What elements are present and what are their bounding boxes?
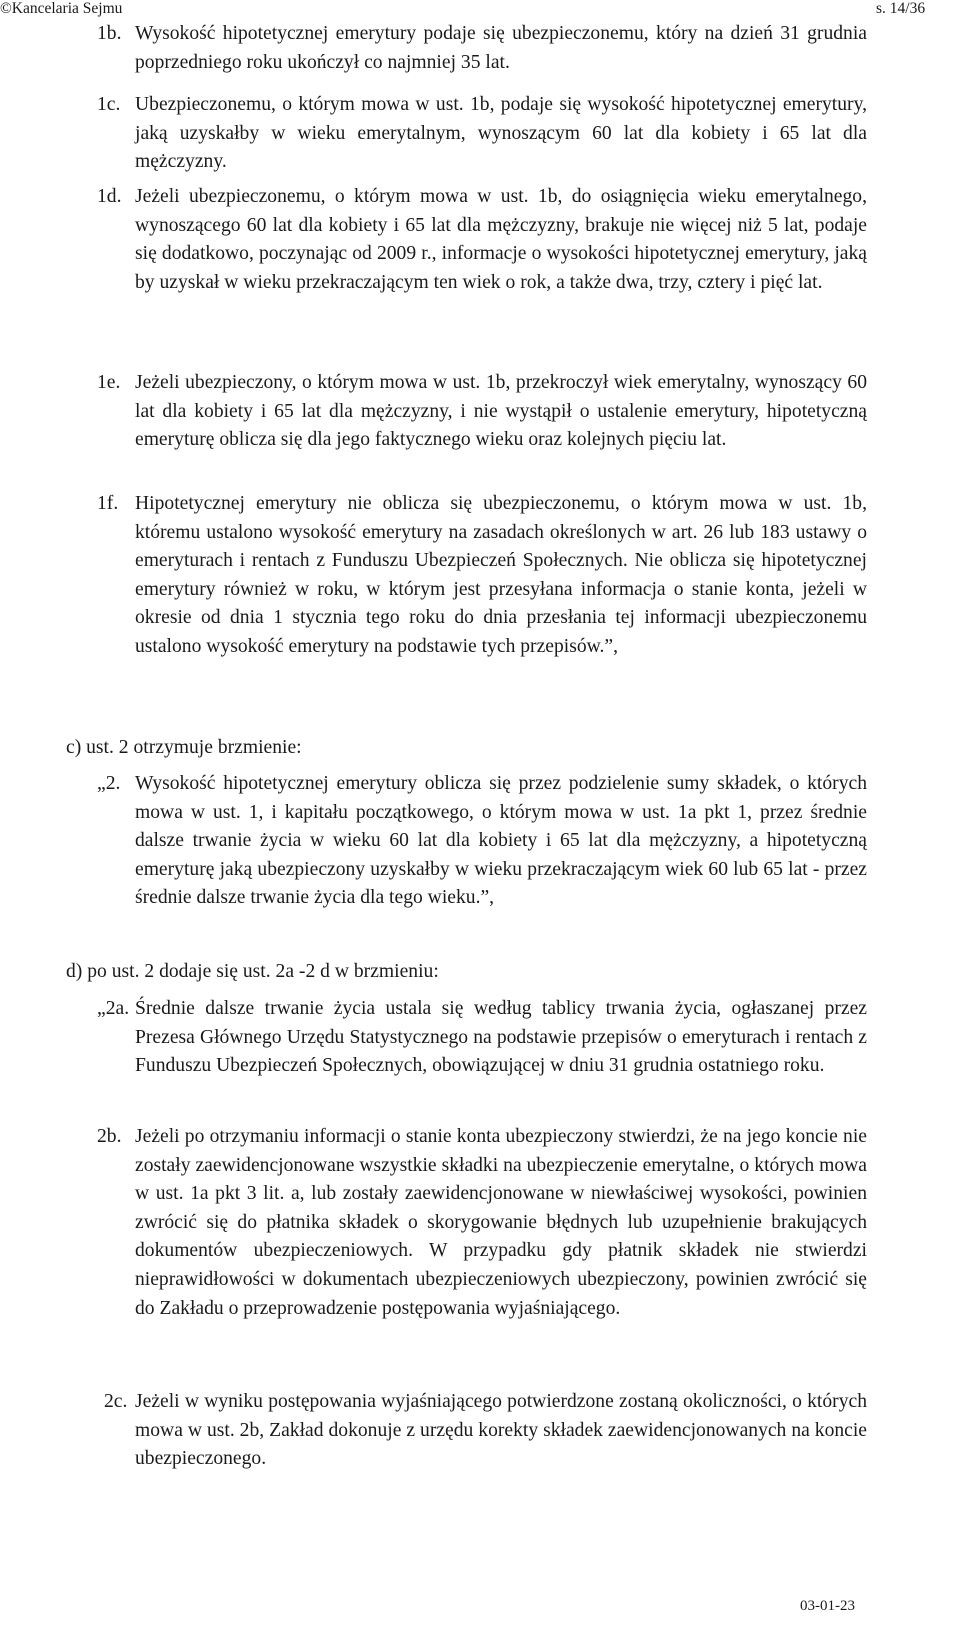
paragraph-number: „2. bbox=[97, 773, 121, 794]
paragraph-number: 2c. bbox=[104, 1391, 128, 1412]
paragraph-2b bbox=[97, 1123, 867, 1323]
paragraph-2c bbox=[104, 1388, 867, 1474]
paragraph-number: „2a. bbox=[97, 998, 130, 1019]
paragraph-number: 1c. bbox=[97, 94, 121, 115]
paragraph-1e bbox=[97, 369, 867, 455]
page-number: s. 14/36 bbox=[876, 0, 926, 17]
footer-date: 03-01-23 bbox=[800, 1598, 855, 1614]
paragraph-number: 2b. bbox=[97, 1126, 122, 1147]
paragraph-1f bbox=[97, 490, 867, 662]
paragraph-1b bbox=[97, 20, 867, 77]
paragraph-text: Wysokość hipotetycznej emerytury podaje się ubezpieczonemu, który na dzień 31 grudnia poprzedniego roku ukończył co najmniej 35 lat. bbox=[135, 23, 867, 73]
paragraph-text: Jeżeli ubezpieczony, o którym mowa w ust. 1b, przekroczył wiek emerytalny, wynoszący 60 lat dla kobiety i 65 lat dla mężczyzny, i nie wystąpił o ustalenie emerytury, hipotetyczną emeryturę oblicza się dla jego faktycznego wieku oraz kolejnych pięciu lat. bbox=[135, 372, 867, 451]
paragraph-1d bbox=[97, 183, 867, 297]
paragraph-number: 1f. bbox=[97, 493, 119, 514]
paragraph-text: Wysokość hipotetycznej emerytury oblicza się przez podzielenie sumy składek, o których mowa w ust. 1, i kapitału początkowego, o którym mowa w ust. 1a pkt 1, przez średnie dalsze trwanie życia w wieku 60 lat dla kobiety i 65 lat dla mężczyzny, a hipotetyczną emeryturę jaką ubezpieczony uzyskałby w wieku przekraczającym wiek 60 lub 65 lat - przez średnie dalsze trwanie życia dla tego wieku.”, bbox=[135, 773, 867, 909]
paragraph-text: Hipotetycznej emerytury nie oblicza się ubezpieczonemu, o którym mowa w ust. 1b, któremu ustalono wysokość emerytury na zasadach określonych w art. 26 lub 183 ustawy o emeryturach i rentach z Funduszu Ubezpieczeń Społecznych. Nie oblicza się hipotetycznej emerytury również w roku, w którym jest przesyłana informacja o stanie konta, jeżeli w okresie od dnia 1 stycznia tego roku do dnia przesłania tej informacji ubezpieczonemu ustalono wysokość emerytury na podstawie tych przepisów.”, bbox=[135, 493, 867, 657]
paragraph-text: Średnie dalsze trwanie życia ustala się według tablicy trwania życia, ogłaszanej przez Prezesa Głównego Urzędu Statystycznego na podstawie przepisów o emeryturach i rentach z Funduszu Ubezpieczeń Społecznych, obowiązującej w dniu 31 grudnia ostatniego roku. bbox=[135, 998, 867, 1077]
paragraph-number: 1b. bbox=[97, 23, 122, 44]
paragraph-1c bbox=[97, 91, 867, 177]
paragraph-2 bbox=[97, 770, 867, 913]
page-header bbox=[0, 0, 940, 20]
amendment-c: c) ust. 2 otrzymuje brzmienie: bbox=[66, 737, 302, 758]
paragraph-text: Jeżeli po otrzymaniu informacji o stanie konta ubezpieczony stwierdzi, że na jego koncie nie zostały zaewidencjonowane wszystkie składki na ubezpieczenie emerytalne, o których mowa w ust. 1a pkt 3 lit. a, lub zostały zaewidencjonowane w niewłaściwej wysokości, powinien zwrócić się do płatnika składek o skorygowanie błędnych lub uzupełnienie brakujących dokumentów ubezpieczeniowych. W przypadku gdy płatnik składek nie stwierdzi nieprawidłowości w dokumentach ubezpieczeniowych ubezpieczony, powinien zwrócić się do Zakładu o przeprowadzenie postępowania wyjaśniającego. bbox=[135, 1126, 867, 1319]
paragraph-text: Jeżeli w wyniku postępowania wyjaśniającego potwierdzone zostaną okoliczności, o których mowa w ust. 2b, Zakład dokonuje z urzędu korekty składek zaewidencjonowanych na koncie ubezpieczonego. bbox=[135, 1391, 867, 1470]
amendment-d: d) po ust. 2 dodaje się ust. 2a -2 d w brzmieniu: bbox=[66, 961, 439, 982]
copyright-label: ©Kancelaria Sejmu bbox=[0, 0, 123, 17]
paragraph-number: 1e. bbox=[97, 372, 121, 393]
paragraph-text: Ubezpieczonemu, o którym mowa w ust. 1b, podaje się wysokość hipotetycznej emerytury, jaką uzyskałby w wieku emerytalnym, wynoszącym 60 lat dla kobiety i 65 lat dla mężczyzny. bbox=[135, 94, 867, 173]
paragraph-2a bbox=[97, 995, 867, 1081]
paragraph-text: Jeżeli ubezpieczonemu, o którym mowa w ust. 1b, do osiągnięcia wieku emerytalnego, wynoszącego 60 lat dla kobiety i 65 lat dla mężczyzny, brakuje nie więcej niż 5 lat, podaje się dodatkowo, poczynając od 2009 r., informacje o wysokości hipotetycznej emerytury, jaką by uzyskał w wieku przekraczającym ten wiek o rok, a także dwa, trzy, cztery i pięć lat. bbox=[135, 186, 867, 293]
paragraph-number: 1d. bbox=[97, 186, 122, 207]
